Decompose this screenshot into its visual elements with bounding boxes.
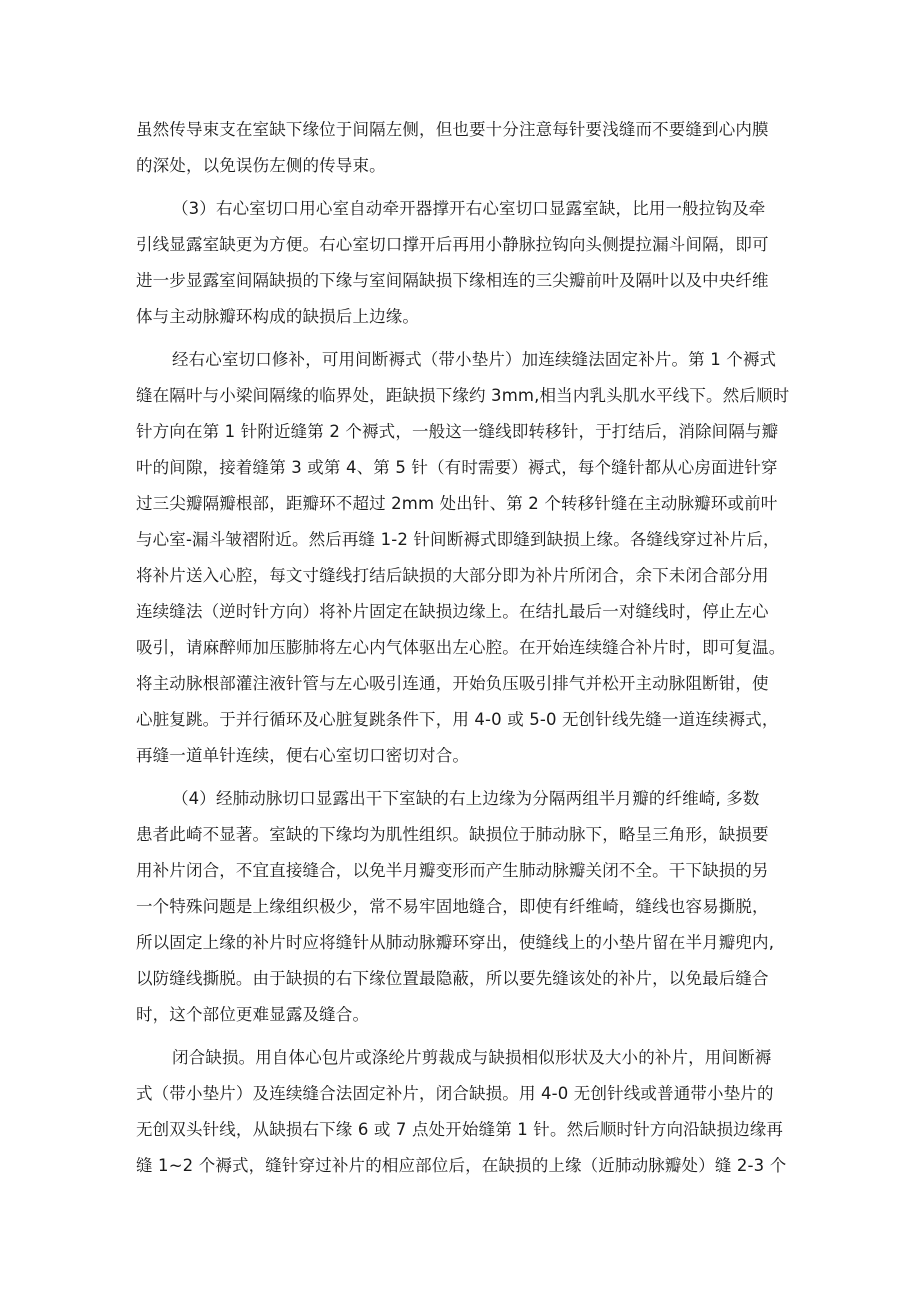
text-line: 一个特殊问题是上缘组织极少，常不易牢固地缝合，即使有纤维崎，缝线也容易撕脱， xyxy=(136,897,769,916)
text-line: 患者此崎不显著。室缺的下缘均为肌性组织。缺损位于肺动脉下，略呈三角形，缺损要 xyxy=(136,825,769,844)
text-line: 进一步显露室间隔缺损的下缘与室间隔缺损下缘相连的三尖瓣前叶及隔叶以及中央纤维 xyxy=(136,271,769,290)
text-line: 连续缝法（逆时针方向）将补片固定在缺损边缘上。在结扎最后一对缝线时，停止左心 xyxy=(136,602,769,621)
text-line: 所以固定上缘的补片时应将缝针从肺动脉瓣环穿出，使缝线上的小垫片留在半月瓣兜内, xyxy=(136,933,775,952)
text-line: 虽然传导束支在室缺下缘位于间隔左侧，但也要十分注意每针要浅缝而不要缝到心内膜 xyxy=(136,120,769,139)
text-line: 针方向在第 1 针附近缝第 2 个褥式，一般这一缝线即转移针，于打结后，消除间隔与瓣 xyxy=(136,422,779,441)
text-line: 缝 1~2 个褥式，缝针穿过补片的相应部位后，在缺损的上缘（近肺动脉瓣处）缝 2-3 个 xyxy=(136,1156,787,1175)
text-line: 体与主动脉瓣环构成的缺损后上边缘。 xyxy=(136,307,420,326)
text-line: 的深处，以免误伤左侧的传导束。 xyxy=(136,156,386,175)
text-line: 吸引，请麻醉师加压膨肺将左心内气体驱出左心腔。在开始连续缝合补片时，即可复温。 xyxy=(136,638,786,657)
paragraph-2 xyxy=(136,191,798,335)
text-line: 闭合缺损。用自体心包片或涤纶片剪裁成与缺损相似形状及大小的补片，用间断褥 xyxy=(172,1048,772,1067)
paragraph-1 xyxy=(136,112,798,184)
text-line: 过三尖瓣隔瓣根部，距瓣环不超过 2mm 处出针、第 2 个转移针缝在主动脉瓣环或前叶 xyxy=(136,494,778,513)
paragraph-5 xyxy=(136,1040,798,1184)
paragraph-3 xyxy=(136,342,798,774)
text-line: 与心室-漏斗皱褶附近。然后再缝 1-2 针间断褥式即缝到缺损上缘。各缝线穿过补片后， xyxy=(136,530,780,549)
text-line: 经右心室切口修补，可用间断褥式（带小垫片）加连续缝法固定补片。第 1 个褥式 xyxy=(172,350,777,369)
text-line: 再缝一道单针连续，便右心室切口密切对合。 xyxy=(136,746,469,765)
text-line: 将主动脉根部灌注液针管与左心吸引连通，开始负压吸引排气并松开主动脉阻断钳，使 xyxy=(136,674,769,693)
text-line: 式（带小垫片）及连续缝合法固定补片，闭合缺损。用 4-0 无创针线或普通带小垫片的 xyxy=(136,1084,774,1103)
text-line: 将补片送入心腔，每文寸缝线打结后缺损的大部分即为补片所闭合，余下未闭合部分用 xyxy=(136,566,769,585)
text-line: 缝在隔叶与小梁间隔缘的临界处，距缺损下缘约 3mm,相当内乳头肌水平线下。然后顺时 xyxy=(136,386,790,405)
text-line: 以防缝线撕脱。由于缺损的右下缘位置最隐蔽，所以要先缝该处的补片，以免最后缝合 xyxy=(136,969,769,988)
text-line: 无创双头针线，从缺损右下缘 6 或 7 点处开始缝第 1 针。然后顺时针方向沿缺损边缘再 xyxy=(136,1120,784,1139)
paragraph-4 xyxy=(136,781,798,1033)
text-line: （3）右心室切口用心室自动牵开器撑开右心室切口显露室缺，比用一般拉钩及牵 xyxy=(172,199,766,218)
text-line: （4）经肺动脉切口显露出干下室缺的右上边缘为分隔两组半月瓣的纤维崎, 多数 xyxy=(172,789,760,808)
text-line: 时，这个部位更难显露及缝合。 xyxy=(136,1005,370,1024)
text-line: 引线显露室缺更为方便。右心室切口撑开后再用小静脉拉钩向头侧提拉漏斗间隔，即可 xyxy=(136,235,769,254)
text-line: 叶的间隙，接着缝第 3 或第 4、第 5 针（有时需要）褥式，每个缝针都从心房面进针穿 xyxy=(136,458,778,477)
text-line: 用补片闭合，不宜直接缝合，以免半月瓣变形而产生肺动脉瓣关闭不全。干下缺损的另 xyxy=(136,861,769,880)
document-body xyxy=(136,112,798,1191)
text-line: 心脏复跳。于并行循环及心脏复跳条件下，用 4-0 或 5-0 无创针线先缝一道连续褥式， xyxy=(136,710,779,729)
